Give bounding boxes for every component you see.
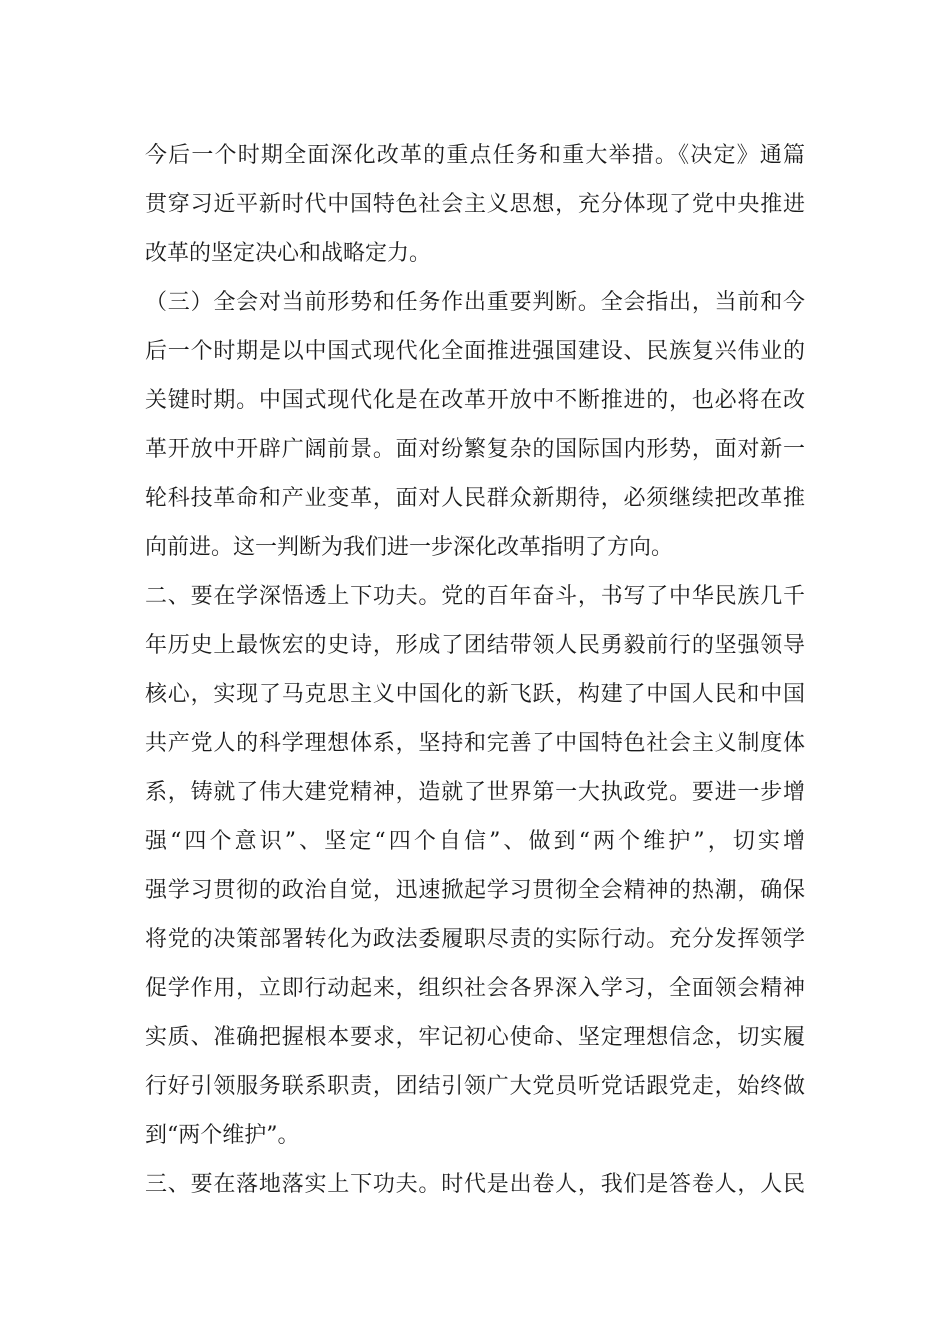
text-line: 年历史上最恢宏的史诗，形成了团结带领人民勇毅前行的坚强领导	[145, 633, 805, 658]
document-body	[145, 131, 805, 1209]
text-line: 轮科技革命和产业变革，面对人民群众新期待，必须继续把改革推	[145, 486, 805, 511]
text-line: 后一个时期是以中国式现代化全面推进强国建设、民族复兴伟业的	[145, 339, 805, 364]
paragraph-3	[145, 572, 805, 1160]
text-line: 系，铸就了伟大建党精神，造就了世界第一大执政党。要进一步增	[145, 780, 805, 805]
text-line: 强学习贯彻的政治自觉，迅速掀起学习贯彻全会精神的热潮，确保	[145, 878, 805, 903]
paragraph-4	[145, 1160, 805, 1209]
text-line: 二、要在学深悟透上下功夫。党的百年奋斗，书写了中华民族几千	[145, 584, 805, 609]
text-line: 促学作用，立即行动起来，组织社会各界深入学习，全面领会精神	[145, 976, 805, 1001]
text-line: 三、要在落地落实上下功夫。时代是出卷人，我们是答卷人，人民	[145, 1172, 805, 1197]
text-line: 强“四个意识”、坚定“四个自信”、做到“两个维护”，切实增	[145, 829, 805, 854]
text-line: 行好引领服务联系职责，团结引领广大党员听党话跟党走，始终做	[145, 1074, 805, 1099]
text-line: 共产党人的科学理想体系，坚持和完善了中国特色社会主义制度体	[145, 731, 805, 756]
text-line: 贯穿习近平新时代中国特色社会主义思想，充分体现了党中央推进	[145, 192, 805, 217]
text-line: 向前进。这一判断为我们进一步深化改革指明了方向。	[145, 535, 674, 560]
text-line: 将党的决策部署转化为政法委履职尽责的实际行动。充分发挥领学	[145, 927, 805, 952]
paragraph-2	[145, 278, 805, 572]
text-line: （三）全会对当前形势和任务作出重要判断。全会指出，当前和今	[145, 290, 805, 315]
text-line: 今后一个时期全面深化改革的重点任务和重大举措。《决定》通篇	[145, 143, 805, 168]
text-line: 关键时期。中国式现代化是在改革开放中不断推进的，也必将在改	[145, 388, 805, 413]
text-line: 核心，实现了马克思主义中国化的新飞跃，构建了中国人民和中国	[145, 682, 805, 707]
paragraph-1	[145, 131, 805, 278]
text-line: 到“两个维护”。	[145, 1123, 300, 1148]
text-line: 革开放中开辟广阔前景。面对纷繁复杂的国际国内形势，面对新一	[145, 437, 805, 462]
text-line: 实质、准确把握根本要求，牢记初心使命、坚定理想信念，切实履	[145, 1025, 805, 1050]
text-line: 改革的坚定决心和战略定力。	[145, 241, 432, 266]
